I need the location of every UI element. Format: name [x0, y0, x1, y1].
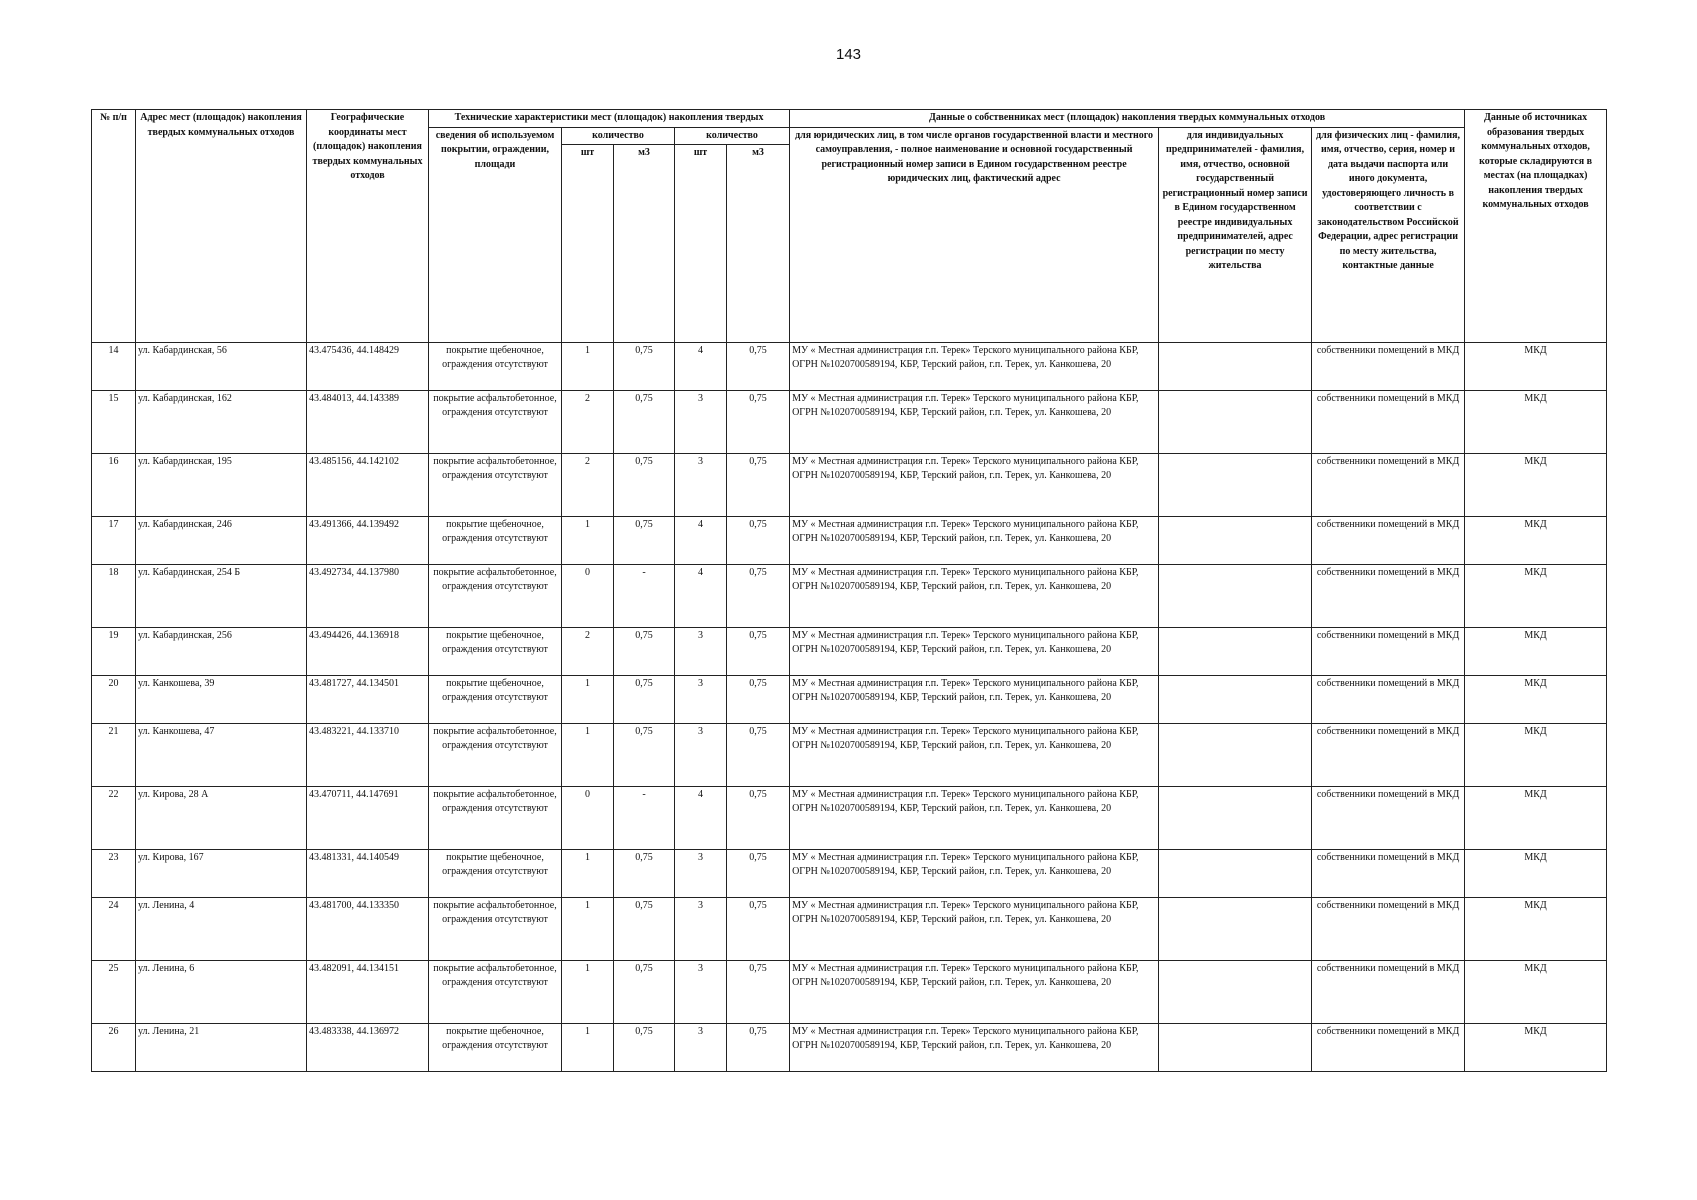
- row-address: ул. Канкошева, 39: [136, 675, 307, 723]
- row-source: МКД: [1465, 786, 1607, 849]
- header-phys: для физических лиц - фамилия, имя, отчество, серия, номер и дата выдачи паспорта или иного документа, удостоверяющего личность в соответствии с законодательством Российской Федерации, адрес регистрации по месту жительства, контактные данные: [1312, 127, 1465, 342]
- row-pcs-planned: 4: [675, 342, 727, 390]
- row-m3-planned: 0,75: [727, 390, 790, 453]
- row-pcs-placed: 1: [562, 675, 614, 723]
- row-address: ул. Кабардинская, 254 Б: [136, 564, 307, 627]
- row-entrepreneur: [1159, 390, 1312, 453]
- row-source: МКД: [1465, 516, 1607, 564]
- row-pcs-placed: 2: [562, 627, 614, 675]
- row-legal-entity: МУ « Местная администрация г.п. Терек» Терского муниципального района КБР, ОГРН №1020700589194, КБР, Терский район, г.п. Терек, ул. Канкошева, 20: [790, 849, 1159, 897]
- row-individual: собственники помещений в МКД: [1312, 627, 1465, 675]
- row-number: 19: [92, 627, 136, 675]
- row-m3-planned: 0,75: [727, 849, 790, 897]
- table-row: [92, 390, 1607, 453]
- row-surface: покрытие асфальтобетонное, ограждения отсутствуют: [429, 453, 562, 516]
- row-m3-placed: 0,75: [614, 342, 675, 390]
- row-individual: собственники помещений в МКД: [1312, 675, 1465, 723]
- row-pcs-placed: 1: [562, 1023, 614, 1071]
- row-individual: собственники помещений в МКД: [1312, 342, 1465, 390]
- row-legal-entity: МУ « Местная администрация г.п. Терек» Терского муниципального района КБР, ОГРН №1020700589194, КБР, Терский район, г.п. Терек, ул. Канкошева, 20: [790, 675, 1159, 723]
- table-row: [92, 516, 1607, 564]
- row-m3-planned: 0,75: [727, 342, 790, 390]
- row-number: 18: [92, 564, 136, 627]
- row-source: МКД: [1465, 849, 1607, 897]
- row-pcs-placed: 2: [562, 390, 614, 453]
- row-pcs-placed: 1: [562, 897, 614, 960]
- row-entrepreneur: [1159, 627, 1312, 675]
- row-address: ул. Кабардинская, 162: [136, 390, 307, 453]
- row-pcs-planned: 3: [675, 1023, 727, 1071]
- row-individual: собственники помещений в МКД: [1312, 723, 1465, 786]
- row-coords: 43.481727, 44.134501: [307, 675, 429, 723]
- header-address: Адрес мест (площадок) накопления твердых коммунальных отходов: [136, 110, 307, 343]
- row-pcs-planned: 3: [675, 627, 727, 675]
- row-m3-planned: 0,75: [727, 516, 790, 564]
- row-legal-entity: МУ « Местная администрация г.п. Терек» Терского муниципального района КБР, ОГРН №1020700589194, КБР, Терский район, г.п. Терек, ул. Канкошева, 20: [790, 516, 1159, 564]
- row-pcs-planned: 3: [675, 960, 727, 1023]
- row-number: 20: [92, 675, 136, 723]
- waste-sites-table: [91, 109, 1607, 1072]
- row-m3-placed: 0,75: [614, 453, 675, 516]
- header-tech-text: Технические характеристики мест (площадок) накопления твердых: [454, 112, 764, 123]
- row-m3-placed: 0,75: [614, 516, 675, 564]
- header-coords: Географические координаты мест (площадок) накопления твердых коммунальных отходов: [307, 110, 429, 343]
- header-unit-pcs: шт: [562, 144, 614, 342]
- row-source: МКД: [1465, 564, 1607, 627]
- row-legal-entity: МУ « Местная администрация г.п. Терек» Терского муниципального района КБР, ОГРН №1020700589194, КБР, Терский район, г.п. Терек, ул. Канкошева, 20: [790, 897, 1159, 960]
- row-legal-entity: МУ « Местная администрация г.п. Терек» Терского муниципального района КБР, ОГРН №1020700589194, КБР, Терский район, г.п. Терек, ул. Канкошева, 20: [790, 960, 1159, 1023]
- header-qty-placed-text: количество: [592, 129, 644, 141]
- row-legal-entity: МУ « Местная администрация г.п. Терек» Терского муниципального района КБР, ОГРН №1020700589194, КБР, Терский район, г.п. Терек, ул. Канкошева, 20: [790, 786, 1159, 849]
- row-entrepreneur: [1159, 342, 1312, 390]
- row-coords: 43.491366, 44.139492: [307, 516, 429, 564]
- row-entrepreneur: [1159, 516, 1312, 564]
- row-surface: покрытие асфальтобетонное, ограждения отсутствуют: [429, 897, 562, 960]
- row-address: ул. Ленина, 6: [136, 960, 307, 1023]
- row-legal-entity: МУ « Местная администрация г.п. Терек» Терского муниципального района КБР, ОГРН №1020700589194, КБР, Терский район, г.п. Терек, ул. Канкошева, 20: [790, 1023, 1159, 1071]
- row-m3-placed: 0,75: [614, 675, 675, 723]
- page-number: 143: [835, 46, 862, 63]
- row-legal-entity: МУ « Местная администрация г.п. Терек» Терского муниципального района КБР, ОГРН №1020700589194, КБР, Терский район, г.п. Терек, ул. Канкошева, 20: [790, 453, 1159, 516]
- row-pcs-planned: 4: [675, 516, 727, 564]
- row-m3-placed: 0,75: [614, 897, 675, 960]
- row-m3-placed: 0,75: [614, 960, 675, 1023]
- row-m3-placed: 0,75: [614, 1023, 675, 1071]
- row-individual: собственники помещений в МКД: [1312, 390, 1465, 453]
- row-m3-planned: 0,75: [727, 786, 790, 849]
- row-address: ул. Кабардинская, 56: [136, 342, 307, 390]
- table-row: [92, 453, 1607, 516]
- row-entrepreneur: [1159, 564, 1312, 627]
- row-address: ул. Кирова, 28 А: [136, 786, 307, 849]
- row-entrepreneur: [1159, 897, 1312, 960]
- row-address: ул. Ленина, 4: [136, 897, 307, 960]
- row-pcs-placed: 1: [562, 960, 614, 1023]
- row-surface: покрытие щебеночное, ограждения отсутствуют: [429, 342, 562, 390]
- row-legal-entity: МУ « Местная администрация г.п. Терек» Терского муниципального района КБР, ОГРН №1020700589194, КБР, Терский район, г.п. Терек, ул. Канкошева, 20: [790, 342, 1159, 390]
- table-row: [92, 342, 1607, 390]
- row-legal-entity: МУ « Местная администрация г.п. Терек» Терского муниципального района КБР, ОГРН №1020700589194, КБР, Терский район, г.п. Терек, ул. Канкошева, 20: [790, 564, 1159, 627]
- row-surface: покрытие асфальтобетонное, ограждения отсутствуют: [429, 723, 562, 786]
- row-entrepreneur: [1159, 453, 1312, 516]
- row-address: ул. Канкошева, 47: [136, 723, 307, 786]
- row-pcs-planned: 3: [675, 390, 727, 453]
- row-surface: покрытие асфальтобетонное, ограждения отсутствуют: [429, 564, 562, 627]
- row-individual: собственники помещений в МКД: [1312, 960, 1465, 1023]
- row-m3-planned: 0,75: [727, 960, 790, 1023]
- row-pcs-planned: 3: [675, 675, 727, 723]
- table-body: [92, 342, 1607, 1071]
- row-m3-planned: 0,75: [727, 897, 790, 960]
- row-surface: покрытие асфальтобетонное, ограждения отсутствуют: [429, 786, 562, 849]
- row-entrepreneur: [1159, 960, 1312, 1023]
- row-coords: 43.475436, 44.148429: [307, 342, 429, 390]
- row-pcs-placed: 0: [562, 564, 614, 627]
- row-surface: покрытие щебеночное, ограждения отсутствуют: [429, 516, 562, 564]
- row-individual: собственники помещений в МКД: [1312, 897, 1465, 960]
- row-number: 24: [92, 897, 136, 960]
- row-surface: покрытие щебеночное, ограждения отсутствуют: [429, 627, 562, 675]
- row-number: 17: [92, 516, 136, 564]
- header-qty-placed: [562, 127, 675, 144]
- row-source: МКД: [1465, 960, 1607, 1023]
- row-legal-entity: МУ « Местная администрация г.п. Терек» Терского муниципального района КБР, ОГРН №1020700589194, КБР, Терский район, г.п. Терек, ул. Канкошева, 20: [790, 627, 1159, 675]
- row-source: МКД: [1465, 897, 1607, 960]
- row-address: ул. Кабардинская, 246: [136, 516, 307, 564]
- row-number: 22: [92, 786, 136, 849]
- table-row: [92, 564, 1607, 627]
- row-legal-entity: МУ « Местная администрация г.п. Терек» Терского муниципального района КБР, ОГРН №1020700589194, КБР, Терский район, г.п. Терек, ул. Канкошева, 20: [790, 390, 1159, 453]
- row-number: 21: [92, 723, 136, 786]
- row-pcs-placed: 1: [562, 342, 614, 390]
- row-surface: покрытие щебеночное, ограждения отсутствуют: [429, 675, 562, 723]
- header-qty-planned-text: количество: [706, 129, 758, 141]
- row-individual: собственники помещений в МКД: [1312, 1023, 1465, 1071]
- table-row: [92, 897, 1607, 960]
- row-number: 23: [92, 849, 136, 897]
- row-source: МКД: [1465, 342, 1607, 390]
- row-individual: собственники помещений в МКД: [1312, 516, 1465, 564]
- row-coords: 43.481700, 44.133350: [307, 897, 429, 960]
- row-pcs-planned: 3: [675, 723, 727, 786]
- row-coords: 43.482091, 44.134151: [307, 960, 429, 1023]
- row-m3-placed: -: [614, 564, 675, 627]
- row-source: МКД: [1465, 1023, 1607, 1071]
- row-m3-planned: 0,75: [727, 1023, 790, 1071]
- row-m3-planned: 0,75: [727, 627, 790, 675]
- row-m3-placed: -: [614, 786, 675, 849]
- row-source: МКД: [1465, 723, 1607, 786]
- row-m3-planned: 0,75: [727, 453, 790, 516]
- row-number: 25: [92, 960, 136, 1023]
- table-header: [92, 110, 1607, 343]
- row-entrepreneur: [1159, 1023, 1312, 1071]
- row-number: 15: [92, 390, 136, 453]
- header-unit-m3-planned: м3: [727, 144, 790, 342]
- row-source: МКД: [1465, 453, 1607, 516]
- table-row: [92, 1023, 1607, 1071]
- row-pcs-placed: 1: [562, 516, 614, 564]
- row-surface: покрытие асфальтобетонное, ограждения отсутствуют: [429, 960, 562, 1023]
- row-entrepreneur: [1159, 723, 1312, 786]
- row-m3-planned: 0,75: [727, 675, 790, 723]
- row-coords: 43.483221, 44.133710: [307, 723, 429, 786]
- row-number: 26: [92, 1023, 136, 1071]
- row-pcs-planned: 3: [675, 453, 727, 516]
- table-row: [92, 849, 1607, 897]
- header-qty-planned: [675, 127, 790, 144]
- row-coords: 43.485156, 44.142102: [307, 453, 429, 516]
- header-sources: Данные об источниках образования твердых коммунальных отходов, которые складируются в местах (на площадках) накопления твердых коммунальных отходов: [1465, 110, 1607, 343]
- header-tech: [429, 110, 790, 128]
- row-pcs-placed: 1: [562, 723, 614, 786]
- row-coords: 43.494426, 44.136918: [307, 627, 429, 675]
- row-m3-placed: 0,75: [614, 390, 675, 453]
- row-source: МКД: [1465, 627, 1607, 675]
- row-pcs-planned: 4: [675, 786, 727, 849]
- row-surface: покрытие щебеночное, ограждения отсутствуют: [429, 849, 562, 897]
- row-m3-planned: 0,75: [727, 564, 790, 627]
- row-entrepreneur: [1159, 849, 1312, 897]
- row-coords: 43.484013, 44.143389: [307, 390, 429, 453]
- row-pcs-planned: 3: [675, 897, 727, 960]
- row-pcs-placed: 1: [562, 849, 614, 897]
- row-address: ул. Кирова, 167: [136, 849, 307, 897]
- row-m3-placed: 0,75: [614, 627, 675, 675]
- header-legal: для юридических лиц, в том числе органов государственной власти и местного самоуправления, - полное наименование и основной государственный регистрационный номер записи в Едином государственном реестре юридических лиц, фактический адрес: [790, 127, 1159, 342]
- row-source: МКД: [1465, 390, 1607, 453]
- table-row: [92, 675, 1607, 723]
- row-pcs-planned: 3: [675, 849, 727, 897]
- row-coords: 43.492734, 44.137980: [307, 564, 429, 627]
- header-unit-m3: м3: [614, 144, 675, 342]
- header-ip: для индивидуальных предпринимателей - фамилия, имя, отчество, основной государственный регистрационный номер записи в Едином государственном реестре индивидуальных предпринимателей, адрес регистрации по месту жительства: [1159, 127, 1312, 342]
- row-address: ул. Ленина, 21: [136, 1023, 307, 1071]
- row-entrepreneur: [1159, 786, 1312, 849]
- table-row: [92, 960, 1607, 1023]
- row-legal-entity: МУ « Местная администрация г.п. Терек» Терского муниципального района КБР, ОГРН №1020700589194, КБР, Терский район, г.п. Терек, ул. Канкошева, 20: [790, 723, 1159, 786]
- row-coords: 43.483338, 44.136972: [307, 1023, 429, 1071]
- row-address: ул. Кабардинская, 256: [136, 627, 307, 675]
- row-address: ул. Кабардинская, 195: [136, 453, 307, 516]
- row-coords: 43.470711, 44.147691: [307, 786, 429, 849]
- header-owners: Данные о собственниках мест (площадок) накопления твердых коммунальных отходов: [790, 110, 1465, 128]
- row-individual: собственники помещений в МКД: [1312, 786, 1465, 849]
- table-row: [92, 723, 1607, 786]
- row-number: 14: [92, 342, 136, 390]
- row-number: 16: [92, 453, 136, 516]
- row-pcs-placed: 2: [562, 453, 614, 516]
- header-surface: сведения об используемом покрытии, ограждении, площади: [429, 127, 562, 342]
- row-entrepreneur: [1159, 675, 1312, 723]
- row-pcs-placed: 0: [562, 786, 614, 849]
- row-m3-placed: 0,75: [614, 849, 675, 897]
- row-coords: 43.481331, 44.140549: [307, 849, 429, 897]
- table-row: [92, 786, 1607, 849]
- row-surface: покрытие асфальтобетонное, ограждения отсутствуют: [429, 390, 562, 453]
- row-individual: собственники помещений в МКД: [1312, 564, 1465, 627]
- header-unit-pcs-planned: шт: [675, 144, 727, 342]
- row-pcs-planned: 4: [675, 564, 727, 627]
- row-source: МКД: [1465, 675, 1607, 723]
- row-m3-placed: 0,75: [614, 723, 675, 786]
- table-row: [92, 627, 1607, 675]
- row-individual: собственники помещений в МКД: [1312, 453, 1465, 516]
- row-m3-planned: 0,75: [727, 723, 790, 786]
- row-individual: собственники помещений в МКД: [1312, 849, 1465, 897]
- row-surface: покрытие щебеночное, ограждения отсутствуют: [429, 1023, 562, 1071]
- header-num: № п/п: [92, 110, 136, 343]
